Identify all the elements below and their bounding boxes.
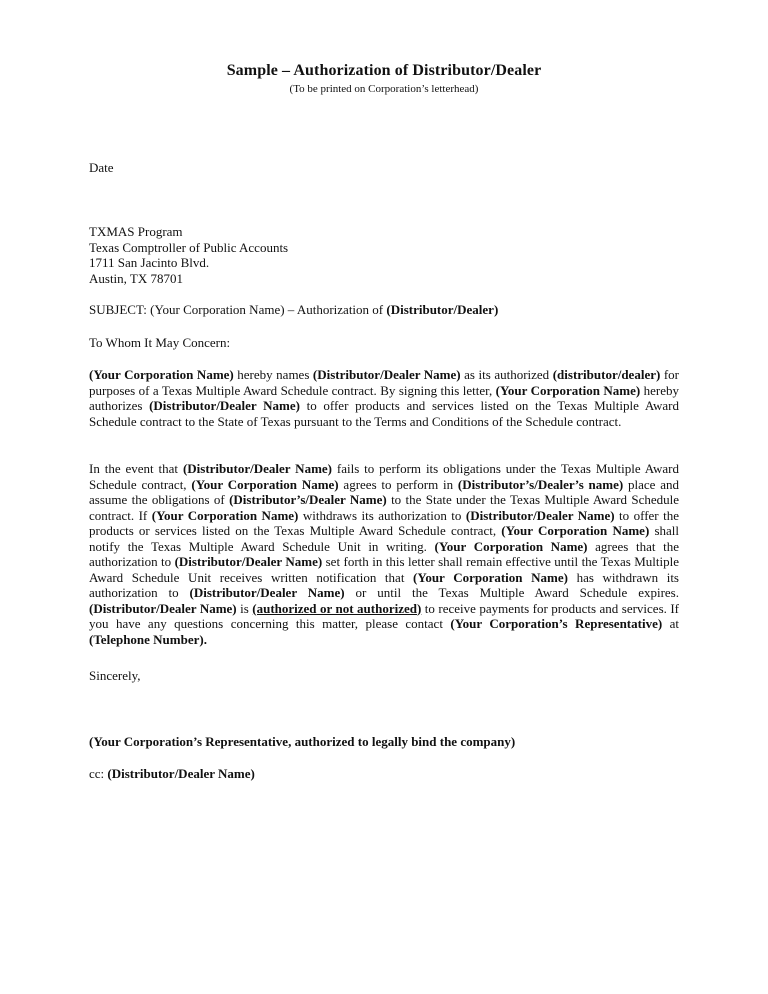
p1-text: as its authorized xyxy=(460,367,553,382)
p2-text: to offer the products or services listed on the Texas Multiple Award Schedule contract, xyxy=(89,507,679,538)
document-title: Sample – Authorization of Distributor/Dealer xyxy=(226,62,542,79)
p2-bold: (Your Corporation Name) xyxy=(413,569,568,585)
p2-text: agrees that the authorization to xyxy=(89,538,679,569)
p2-bold: (Distributor/Dealer Name) xyxy=(189,585,345,600)
cc-bold: (Distributor/Dealer Name) xyxy=(107,766,255,781)
p2-text: is xyxy=(236,600,253,616)
closing-text: Sincerely, xyxy=(89,668,141,683)
p1-dealer-name: (Distributor/Dealer Name) xyxy=(312,367,461,382)
date-label: Date xyxy=(89,160,114,175)
date-line xyxy=(89,160,679,176)
p1-text: hereby authorizes xyxy=(89,382,680,413)
signature-line xyxy=(89,734,679,750)
p2-text: agrees to perform in xyxy=(338,476,458,492)
p1-corp-name: (Your Corporation Name) xyxy=(89,367,234,382)
p2-text: or until the Texas Multiple Award Schedule expires. xyxy=(344,585,679,600)
address-line-2: Texas Comptroller of Public Accounts xyxy=(89,239,289,255)
p2-bold: (Distributor/Dealer Name) xyxy=(182,461,332,476)
subject-prefix: SUBJECT: (Your Corporation Name) – Authorization of xyxy=(89,302,387,317)
address-line-3: 1711 San Jacinto Blvd. xyxy=(89,255,210,270)
paragraph-1 xyxy=(89,367,679,429)
p2-text: to receive payments for products and services. If you have any questions concerning this matter, please contact xyxy=(89,600,680,631)
address-line-1: TXMAS Program xyxy=(89,224,183,239)
p2-text: at xyxy=(662,616,679,631)
p2-text: to the State under the Texas Multiple Award Schedule contract. If xyxy=(89,492,679,523)
p2-text: fails to perform its obligations under the Texas Multiple Award Schedule contract, xyxy=(89,461,679,492)
p2-text: shall notify the Texas Multiple Award Schedule Unit in writing. xyxy=(89,523,680,554)
subject-line xyxy=(89,302,679,318)
p2-bold: (Distributor’s/Dealer Name) xyxy=(229,492,387,507)
p2-bold: (Distributor/Dealer Name) xyxy=(465,507,615,523)
p2-text: In the event that xyxy=(89,461,183,476)
p2-text: set forth in this letter shall remain effective until the Texas Multiple Award Schedule Unit receives written notification that xyxy=(89,554,679,585)
p2-bold: (Your Corporation Name) xyxy=(191,476,339,492)
p2-bold: (Distributor/Dealer Name) xyxy=(89,600,237,616)
p2-text: has withdrawn its authorization to xyxy=(89,569,679,600)
signature-text: (Your Corporation’s Representative, authorized to legally bind the company) xyxy=(89,734,516,749)
p1-text: to offer products and services listed on the Texas Multiple Award Schedule contract to the State of Texas pursuant to the Terms and Conditions of the Schedule contract. xyxy=(89,398,680,429)
p2-bold: (Distributor/Dealer Name) xyxy=(174,554,323,569)
salutation xyxy=(89,335,679,351)
p1-dealer-role: (distributor/dealer) xyxy=(552,367,661,382)
p2-bold: (Telephone Number). xyxy=(89,631,207,647)
cc-line xyxy=(89,766,679,782)
paragraph-2 xyxy=(89,461,679,647)
p1-corp-name: (Your Corporation Name) xyxy=(495,382,641,398)
document-subtitle: (To be printed on Corporation’s letterhead) xyxy=(289,83,479,95)
p2-text: withdraws its authorization to xyxy=(298,507,466,523)
p1-text: for purposes of a Texas Multiple Award Schedule contract. By signing this letter, xyxy=(89,367,679,398)
p2-authorized-choice: (authorized or not authorized) xyxy=(252,600,422,616)
p1-text: hereby names xyxy=(233,367,313,382)
salutation-text: To Whom It May Concern: xyxy=(89,335,231,350)
subject-bold: (Distributor/Dealer) xyxy=(386,302,499,317)
cc-prefix: cc: xyxy=(89,766,108,781)
p2-text: place and assume the obligations of xyxy=(89,476,679,507)
p2-bold: (Your Corporation’s Representative) xyxy=(450,616,663,631)
p2-bold: (Distributor’s/Dealer’s name) xyxy=(457,476,624,492)
recipient-address xyxy=(89,224,679,286)
p2-bold: (Your Corporation Name) xyxy=(501,523,650,538)
p2-bold: (Your Corporation Name) xyxy=(151,507,299,523)
closing xyxy=(89,668,679,684)
address-line-4: Austin, TX 78701 xyxy=(89,270,184,286)
p1-dealer-name: (Distributor/Dealer Name) xyxy=(149,398,300,413)
p2-bold: (Your Corporation Name) xyxy=(434,538,588,554)
